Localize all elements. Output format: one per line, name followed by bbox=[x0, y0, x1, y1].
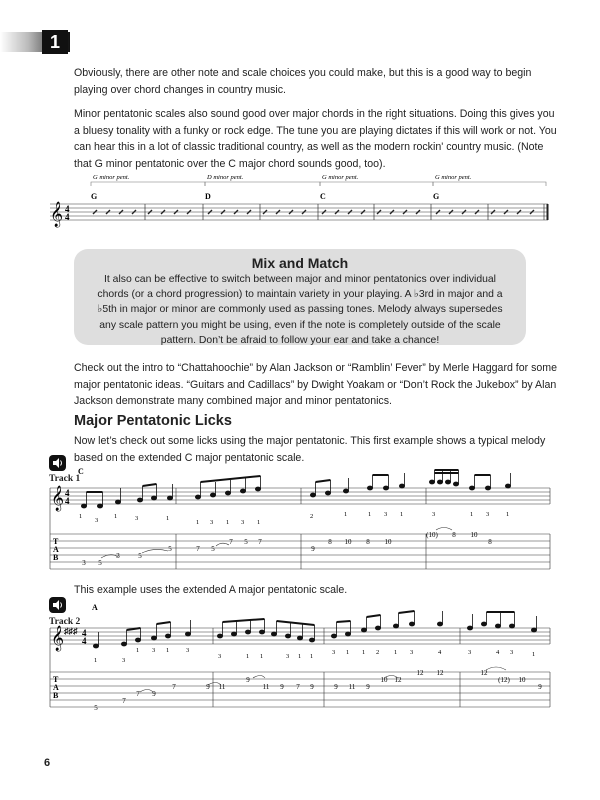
time-sig-bottom: 4 bbox=[65, 212, 70, 222]
ex2-time-top: 4 bbox=[82, 628, 87, 638]
ex2-fingering: 1 bbox=[532, 651, 536, 658]
scale-label-1: G minor pent. bbox=[93, 174, 130, 181]
ex2-tab-number: 12 bbox=[416, 669, 424, 677]
ex1-tab-number: 8 bbox=[452, 531, 456, 539]
ex2-tab-number: 11 bbox=[348, 683, 356, 691]
ex1-fingering: 1 bbox=[506, 511, 510, 518]
slash-staff bbox=[48, 168, 558, 228]
mix-and-match-sidebar bbox=[74, 249, 526, 345]
ex2-key-sharps: ♯♯♯ bbox=[64, 626, 78, 636]
ex2-tab-number: 9 bbox=[334, 683, 338, 691]
ex2-tab-number: 11 bbox=[262, 683, 270, 691]
ex2-fingering: 3 bbox=[218, 653, 222, 660]
ex1-fingering: 3 bbox=[210, 519, 214, 526]
ex1-fingering: 3 bbox=[486, 511, 490, 518]
ex1-chord: C bbox=[78, 467, 84, 476]
ex1-tab-number: 10 bbox=[384, 538, 392, 546]
paragraph-1: Obviously, there are other note and scale choices you could make, but this is a good way to begin playing over chord changes in country music. bbox=[74, 67, 532, 96]
ex2-fingering: 3 bbox=[186, 647, 190, 654]
ex2-fingering: 1 bbox=[310, 653, 314, 660]
ex2-fingering: 3 bbox=[468, 649, 472, 656]
ex2-tab-number: 12 bbox=[436, 669, 444, 677]
ex2-tab-b: B bbox=[53, 691, 59, 700]
ex1-fingering: 3 bbox=[241, 519, 245, 526]
treble-clef-icon: 𝄞 bbox=[50, 201, 64, 226]
ex1-tab-number: 10 bbox=[470, 531, 478, 539]
ex2-tab-number: 7 bbox=[172, 683, 176, 691]
ex1-fingering: 2 bbox=[310, 513, 314, 520]
ex2-fingering: 1 bbox=[260, 653, 264, 660]
ex1-fingering: 1 bbox=[400, 511, 404, 518]
ex1-tab-number: 8 bbox=[488, 538, 492, 546]
ex1-fingering: 1 bbox=[226, 519, 230, 526]
paragraph-2: Minor pentatonic scales also sound good over major chords in the right situations. Doing this gives you a bluesy tonality with a funky or rock edge. The tune you are playing dictates if this will work or not. You can hear this in a lot of classic traditional country, as well as the modern rockin' country music. (Note that G minor pentatonic over the C major chord sounds good, too). bbox=[74, 108, 557, 170]
ex1-treble-clef-icon: 𝄞 bbox=[51, 485, 65, 510]
ex2-tab-t: T bbox=[53, 675, 59, 684]
ex2-fingering: 3 bbox=[122, 657, 126, 664]
ex2-chord: A bbox=[92, 603, 98, 612]
ex1-tab-t: T bbox=[53, 537, 59, 546]
section-intro: Now let’s check out some licks using the major pentatonic. This first example shows a typical melody based on the extended C major pentatonic scale. bbox=[74, 435, 546, 464]
scale-label-2: D minor pent. bbox=[207, 174, 244, 181]
ex2-tab-number: 7 bbox=[296, 683, 300, 691]
ex1-time-top: 4 bbox=[65, 488, 70, 498]
ex2-tab-number: 5 bbox=[94, 704, 98, 712]
ex2-tab-number: (12) bbox=[498, 676, 510, 684]
ex2-tab-number: 9 bbox=[538, 683, 542, 691]
ex2-fingering: 4 bbox=[438, 649, 442, 656]
ex2-tab-number: 9 bbox=[152, 690, 156, 698]
track-label-1: Track 1 bbox=[49, 474, 81, 484]
ex2-fingering: 2 bbox=[376, 649, 380, 656]
section-heading: Major Pentatonic Licks bbox=[74, 413, 232, 429]
ex2-tab-number: 9 bbox=[206, 683, 210, 691]
ex2-tab-number: 9 bbox=[366, 683, 370, 691]
ex1-fingering: 3 bbox=[95, 517, 99, 524]
staff-lines bbox=[50, 204, 548, 220]
ex1-tab-number: 9 bbox=[311, 545, 315, 553]
scale-brackets bbox=[91, 182, 546, 186]
ex2-tab-number: 11 bbox=[218, 683, 226, 691]
ex1-fingering: 3 bbox=[432, 511, 436, 518]
ex2-fingering: 1 bbox=[362, 649, 366, 656]
ex2-tab-number: 7 bbox=[136, 690, 140, 698]
ex2-fingering: 1 bbox=[136, 647, 140, 654]
ex2-tab-number: 12 bbox=[394, 676, 402, 684]
sidebar-title: Mix and Match bbox=[251, 255, 349, 271]
ex1-fingering: 1 bbox=[166, 515, 170, 522]
ex1-tab-number: 5 bbox=[211, 545, 215, 553]
ex1-tab-number: 5 bbox=[168, 545, 172, 553]
ex1-tab-number: (10) bbox=[426, 531, 438, 539]
ex1-tab-number: 7 bbox=[229, 538, 233, 546]
ex1-tab-number: 8 bbox=[366, 538, 370, 546]
ex1-fingering: 1 bbox=[368, 511, 372, 518]
ex1-tab-a: A bbox=[53, 545, 59, 554]
sidebar-body: It also can be effective to switch between major and minor pentatonics over individual chords (or a chord progression) to maintain variety in your playing. A ♭3rd in major and a ♭5th in major or minor are commonly used as passing tones. Melody always supersedes any scale pattern you might be using, even if the note is completely outside of the scale pattern. Don’t be afraid to follow your ear and take a chance! bbox=[97, 274, 503, 346]
ex2-tab-number: 12 bbox=[480, 669, 488, 677]
ex1-time-bottom: 4 bbox=[65, 496, 70, 506]
ex2-fingering: 1 bbox=[166, 647, 170, 654]
ex2-slurs bbox=[140, 667, 506, 692]
scale-label-4: G minor pent. bbox=[435, 174, 472, 181]
ex1-tab-number: 3 bbox=[116, 552, 120, 560]
example-1-notation bbox=[48, 462, 560, 572]
ex1-fingering: 1 bbox=[344, 511, 348, 518]
time-sig-top: 4 bbox=[65, 204, 70, 214]
ex2-tab-number: 9 bbox=[310, 683, 314, 691]
ex2-fingering: 3 bbox=[152, 647, 156, 654]
ex2-time-bottom: 4 bbox=[82, 636, 87, 646]
ex1-fingering: 1 bbox=[257, 519, 261, 526]
ex2-tab-number: 9 bbox=[280, 683, 284, 691]
example-2-notation bbox=[48, 600, 560, 712]
page-number: 6 bbox=[44, 757, 51, 769]
ex1-tab-number: 5 bbox=[98, 559, 102, 567]
ex1-tab-number: 5 bbox=[244, 538, 248, 546]
chord-symbol-2: D bbox=[205, 192, 211, 201]
ex1-fingering: 1 bbox=[79, 513, 83, 520]
scale-label-3: G minor pent. bbox=[322, 174, 359, 181]
ex2-tab-number: 7 bbox=[122, 697, 126, 705]
ex1-fingering: 1 bbox=[470, 511, 474, 518]
ex1-tab-b: B bbox=[53, 553, 59, 562]
ex2-fingering: 1 bbox=[298, 653, 302, 660]
chord-symbol-4: G bbox=[433, 192, 440, 201]
ex1-fingering: 3 bbox=[384, 511, 388, 518]
chord-symbol-1: G bbox=[91, 192, 98, 201]
ex2-fingering: 1 bbox=[94, 657, 98, 664]
ex2-tab-number: 9 bbox=[246, 676, 250, 684]
ex2-fingering: 1 bbox=[246, 653, 250, 660]
ex2-tab-number: 10 bbox=[518, 676, 526, 684]
ex2-treble-clef-icon: 𝄞 bbox=[51, 625, 65, 650]
example-2-caption: This example uses the extended A major pentatonic scale. bbox=[74, 584, 348, 596]
track-label-2: Track 2 bbox=[49, 617, 81, 627]
ex1-tab-number: 5 bbox=[138, 552, 142, 560]
ex2-fingering: 3 bbox=[286, 653, 290, 660]
ex1-fingering: 3 bbox=[135, 515, 139, 522]
paragraph-3: Check out the intro to “Chattahoochie” by Alan Jackson or “Ramblin’ Fever” by Merle Haggard for some major pentatonic ideas. “Guitars and Cadillacs” by Dwight Yoakam or “Don’t Rock the Jukebox” by Alan Jackson demonstrate many combined major and minor pentatonics. bbox=[74, 362, 558, 407]
ex2-tab-number: 10 bbox=[380, 676, 388, 684]
chapter-number: 1 bbox=[42, 30, 68, 54]
ex1-tab-number: 8 bbox=[328, 538, 332, 546]
ex1-tab-number: 3 bbox=[82, 559, 86, 567]
ex2-fingering: 1 bbox=[346, 649, 350, 656]
chord-symbol-3: C bbox=[320, 192, 326, 201]
ex2-fingering: 1 bbox=[394, 649, 398, 656]
ex2-fingering: 4 bbox=[496, 649, 500, 656]
ex2-fingering: 3 bbox=[332, 649, 336, 656]
ex2-fingering: 3 bbox=[510, 649, 514, 656]
ex2-fingering: 3 bbox=[410, 649, 414, 656]
ex1-slurs bbox=[101, 528, 452, 559]
ex1-tab-number: 7 bbox=[196, 545, 200, 553]
ex2-tab-a: A bbox=[53, 683, 59, 692]
ex1-tab-number: 10 bbox=[344, 538, 352, 546]
ex1-fingering: 1 bbox=[114, 513, 118, 520]
ex1-tab-number: 7 bbox=[258, 538, 262, 546]
ex1-fingering: 1 bbox=[196, 519, 200, 526]
